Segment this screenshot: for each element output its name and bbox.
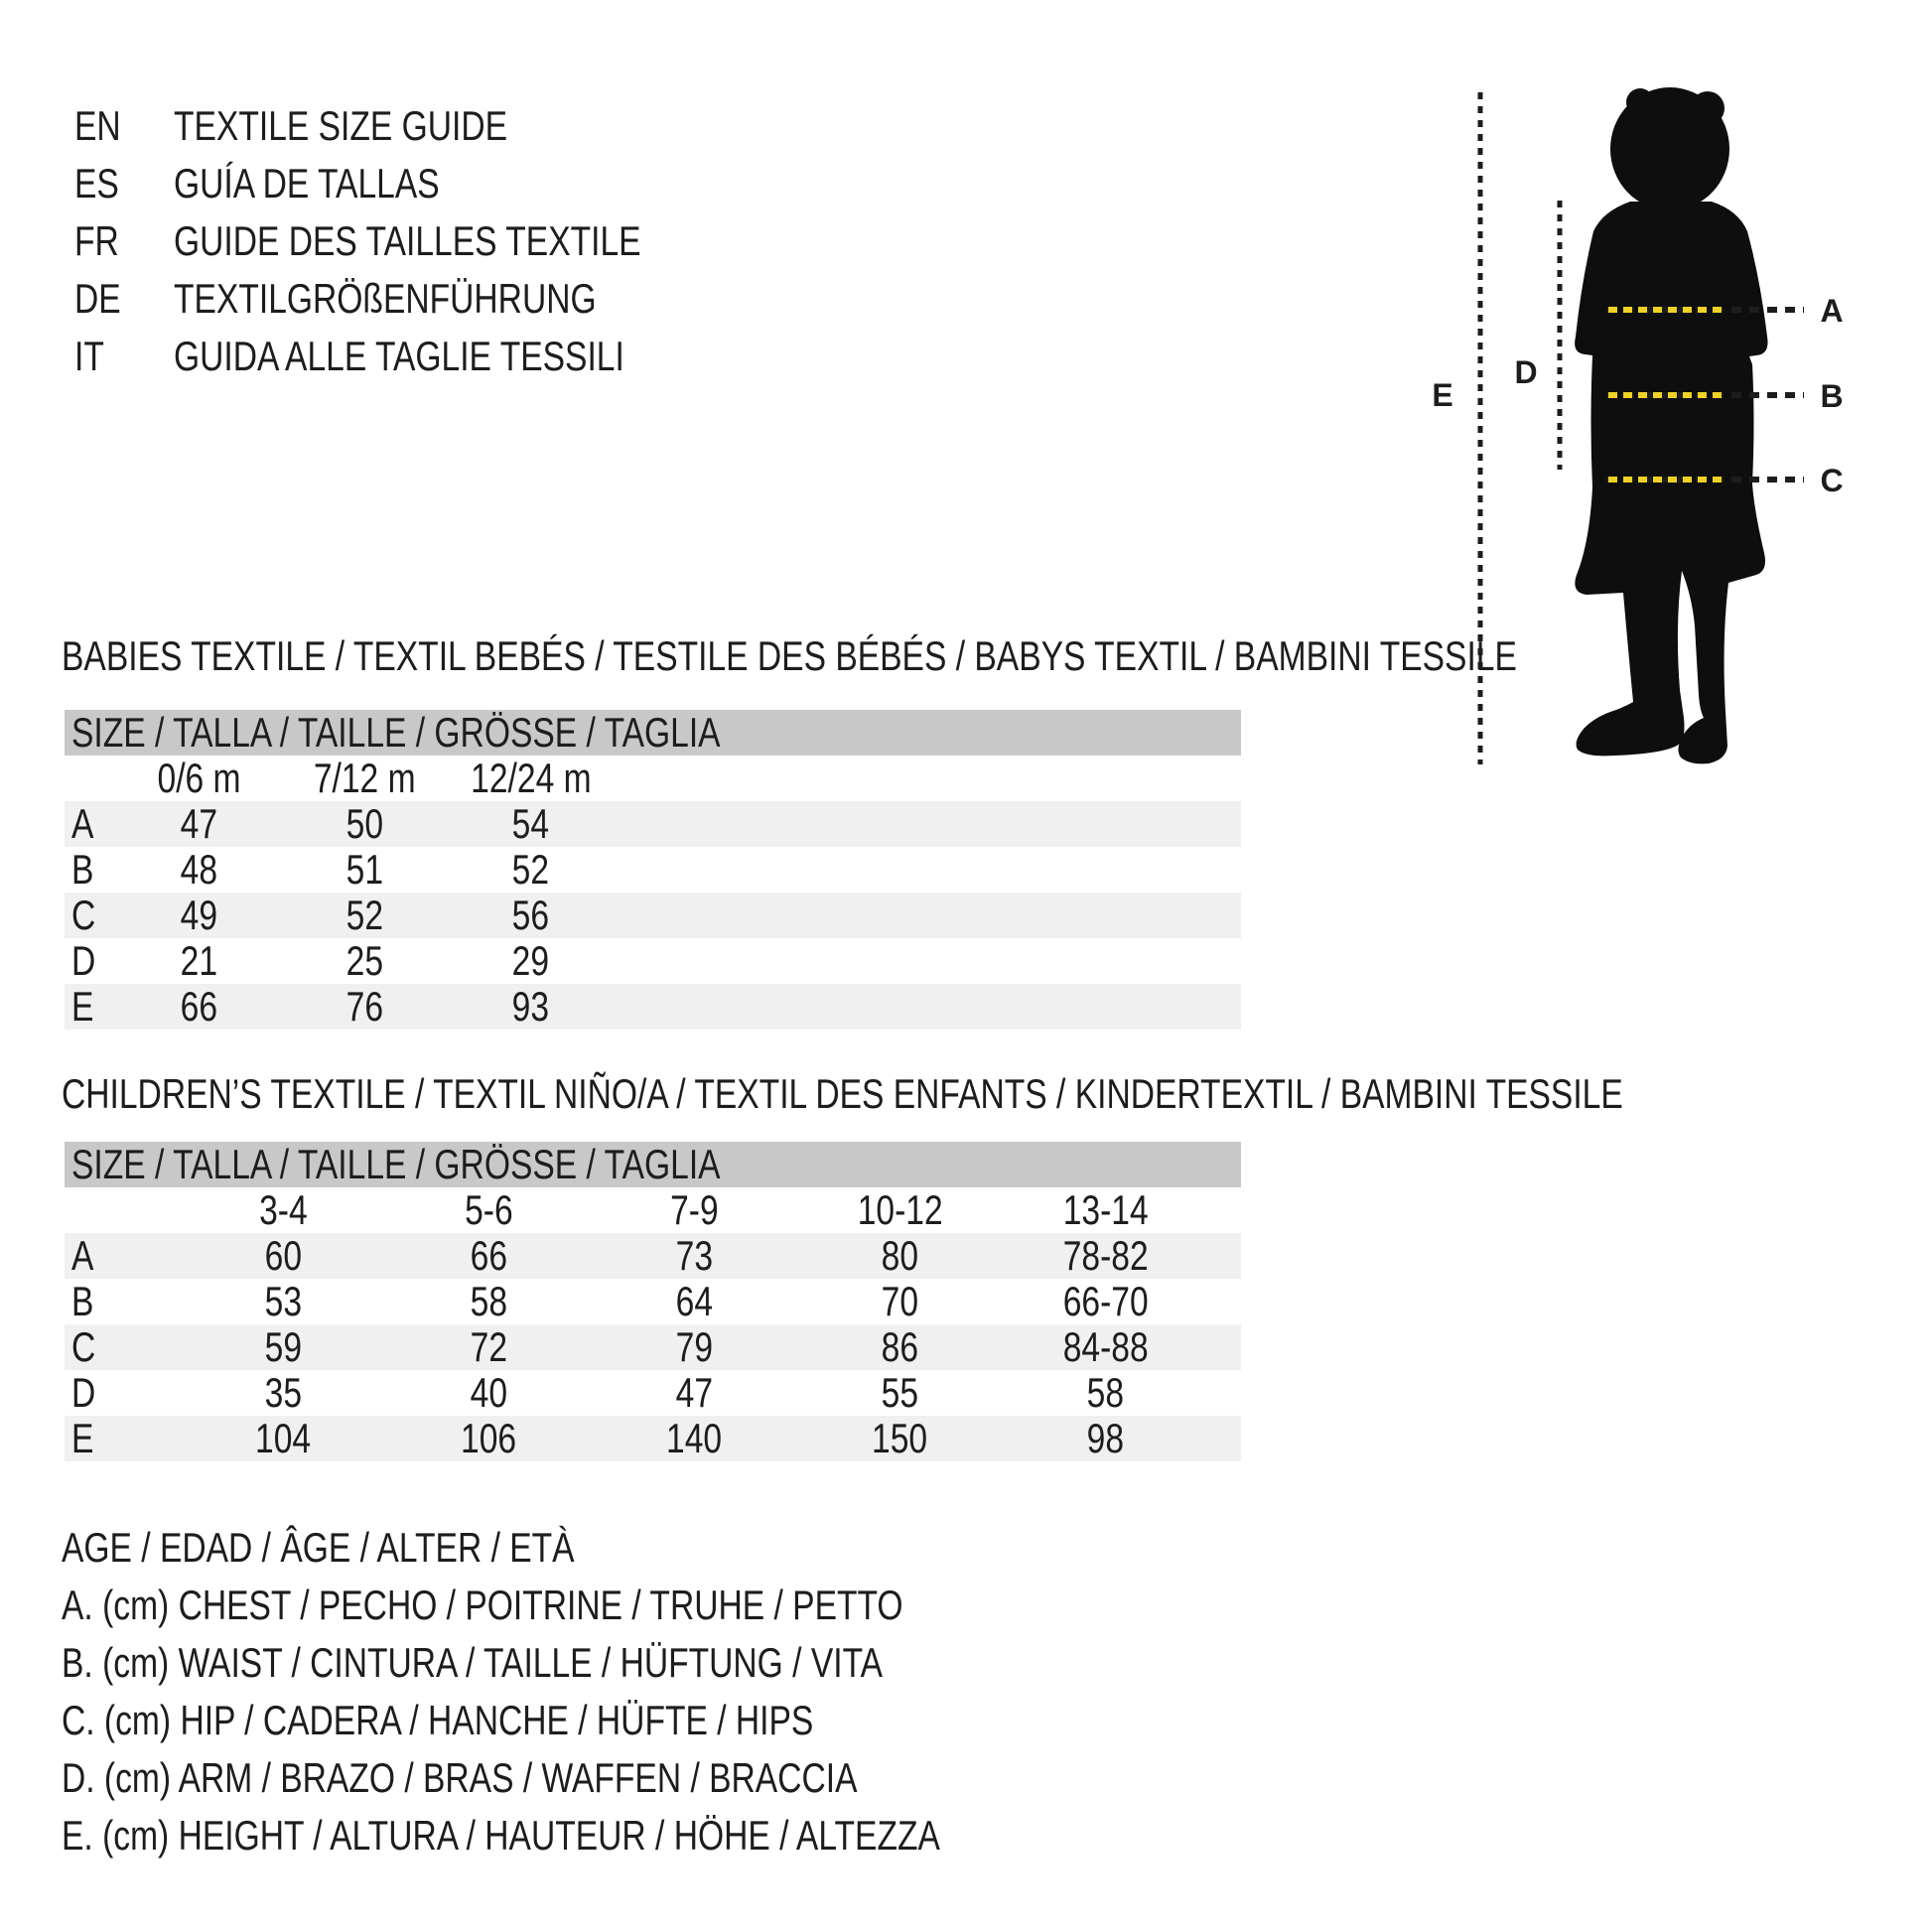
children-size-table xyxy=(65,1142,1241,1461)
language-row xyxy=(74,155,758,212)
legend-line xyxy=(62,1749,1160,1807)
size-cell-text: 48 xyxy=(180,846,218,893)
language-title-text: GUIDE DES TAILLES TEXTILE xyxy=(174,217,641,264)
column-header xyxy=(1003,1187,1208,1233)
size-cell-text: 25 xyxy=(345,937,384,984)
size-cell xyxy=(181,1324,386,1370)
size-cell xyxy=(797,1324,1003,1370)
child-silhouette xyxy=(1575,87,1767,763)
language-title xyxy=(174,97,591,155)
column-header-text: 0/6 m xyxy=(157,755,241,801)
size-header-bar xyxy=(65,710,1241,756)
size-cell-text: 49 xyxy=(180,892,218,938)
column-header-row xyxy=(65,1187,1241,1233)
waist-label-b: B xyxy=(1820,378,1844,414)
column-header xyxy=(116,756,282,801)
language-code xyxy=(74,97,174,155)
size-cell xyxy=(386,1279,592,1324)
size-cell xyxy=(282,938,448,984)
row-label-text: B xyxy=(71,846,94,893)
size-cell-text: 58 xyxy=(1086,1369,1125,1416)
language-row xyxy=(74,212,758,270)
legend-line-text: B. (cm) WAIST / CINTURA / TAILLE / HÜFTUNG / VITA xyxy=(62,1639,884,1686)
size-cell-text: 78-82 xyxy=(1062,1232,1149,1279)
size-cell xyxy=(116,847,282,893)
size-cell xyxy=(181,1279,386,1324)
language-code xyxy=(74,270,174,328)
size-cell-text: 47 xyxy=(180,800,218,847)
legend-line xyxy=(62,1519,1160,1577)
size-cell-text: 64 xyxy=(675,1278,714,1324)
children-section-title-text: CHILDREN’S TEXTILE / TEXTIL NIÑO/A / TEXTIL DES ENFANTS / KINDERTEXTIL / BAMBINI TESSILE xyxy=(62,1070,1623,1117)
language-code-text: ES xyxy=(74,160,119,207)
size-cell xyxy=(116,801,282,847)
legend-line xyxy=(62,1692,1160,1749)
row-label xyxy=(65,893,116,938)
size-cell xyxy=(797,1279,1003,1324)
size-cell-text: 76 xyxy=(345,983,384,1030)
size-cell-text: 79 xyxy=(675,1323,714,1370)
size-cell-text: 86 xyxy=(881,1323,919,1370)
size-header-text: SIZE / TALLA / TAILLE / GRÖSSE / TAGLIA xyxy=(71,709,721,756)
language-row xyxy=(74,97,758,155)
table-row xyxy=(65,801,1241,847)
legend-line xyxy=(62,1807,1160,1864)
size-cell xyxy=(797,1233,1003,1279)
row-label xyxy=(65,1416,181,1461)
size-cell-text: 54 xyxy=(511,800,550,847)
size-cell xyxy=(448,893,614,938)
size-cell-text: 104 xyxy=(255,1415,312,1461)
size-cell xyxy=(116,984,282,1030)
size-cell xyxy=(592,1279,797,1324)
row-label-text: C xyxy=(71,892,96,938)
size-header-text: SIZE / TALLA / TAILLE / GRÖSSE / TAGLIA xyxy=(71,1141,721,1187)
measurement-legend xyxy=(62,1519,1160,1864)
size-cell xyxy=(1003,1279,1208,1324)
language-code-text: EN xyxy=(74,102,121,149)
size-cell-text: 35 xyxy=(264,1369,303,1416)
column-header-text: 13-14 xyxy=(1062,1186,1149,1233)
size-cell xyxy=(386,1324,592,1370)
table-row xyxy=(65,1279,1241,1324)
legend-line-text: AGE / EDAD / ÂGE / ALTER / ETÀ xyxy=(62,1524,575,1571)
size-cell-text: 51 xyxy=(345,846,384,893)
language-code-text: IT xyxy=(74,333,104,379)
size-cell-text: 80 xyxy=(881,1232,919,1279)
size-cell xyxy=(1003,1324,1208,1370)
size-cell xyxy=(181,1370,386,1416)
arm-label-d: D xyxy=(1514,354,1538,390)
height-label-e: E xyxy=(1432,377,1453,413)
child-measurement-diagram xyxy=(1380,55,1932,809)
babies-size-table xyxy=(65,710,1241,1030)
size-cell-text: 59 xyxy=(264,1323,303,1370)
language-row xyxy=(74,270,758,328)
column-header xyxy=(592,1187,797,1233)
hip-label-c: C xyxy=(1820,463,1844,498)
column-header-text: 12/24 m xyxy=(470,755,592,801)
size-cell xyxy=(116,938,282,984)
row-label-text: C xyxy=(71,1323,96,1370)
size-cell-text: 50 xyxy=(345,800,384,847)
size-cell-text: 40 xyxy=(470,1369,508,1416)
table-row xyxy=(65,847,1241,893)
size-cell xyxy=(282,893,448,938)
size-cell-text: 84-88 xyxy=(1062,1323,1149,1370)
size-cell xyxy=(448,801,614,847)
size-header-bar xyxy=(65,1142,1241,1187)
size-cell-text: 66 xyxy=(180,983,218,1030)
size-cell xyxy=(181,1416,386,1461)
row-label-text: B xyxy=(71,1278,94,1324)
size-cell xyxy=(282,801,448,847)
row-label xyxy=(65,1279,181,1324)
size-cell xyxy=(448,984,614,1030)
language-code xyxy=(74,155,174,212)
language-title-text: TEXTILGRÖßENFÜHRUNG xyxy=(174,275,597,322)
table-row xyxy=(65,1324,1241,1370)
column-header xyxy=(282,756,448,801)
legend-line-text: E. (cm) HEIGHT / ALTURA / HAUTEUR / HÖHE / ALTEZZA xyxy=(62,1812,940,1859)
size-cell xyxy=(181,1233,386,1279)
size-cell-text: 140 xyxy=(666,1415,723,1461)
table-row xyxy=(65,1416,1241,1461)
legend-line-text: A. (cm) CHEST / PECHO / POITRINE / TRUHE / PETTO xyxy=(62,1582,903,1628)
language-title xyxy=(174,270,702,328)
legend-line-text: C. (cm) HIP / CADERA / HANCHE / HÜFTE / HIPS xyxy=(62,1697,814,1743)
table-row xyxy=(65,1370,1241,1416)
size-cell xyxy=(1003,1416,1208,1461)
language-title xyxy=(174,212,758,270)
size-cell xyxy=(592,1370,797,1416)
language-code-text: FR xyxy=(74,217,119,264)
size-cell xyxy=(448,847,614,893)
size-cell-text: 70 xyxy=(881,1278,919,1324)
table-row xyxy=(65,938,1241,984)
size-cell-text: 66 xyxy=(470,1232,508,1279)
size-cell-text: 56 xyxy=(511,892,550,938)
chest-label-a: A xyxy=(1820,293,1844,329)
column-header xyxy=(448,756,614,801)
legend-line xyxy=(62,1577,1160,1634)
column-header xyxy=(797,1187,1003,1233)
column-header-row xyxy=(65,756,1241,801)
row-label xyxy=(65,847,116,893)
size-cell-text: 53 xyxy=(264,1278,303,1324)
column-header-text: 10-12 xyxy=(857,1186,943,1233)
size-cell-text: 150 xyxy=(872,1415,928,1461)
language-title xyxy=(174,328,737,385)
size-cell xyxy=(797,1370,1003,1416)
size-cell xyxy=(1003,1233,1208,1279)
row-label-spacer xyxy=(65,1187,181,1233)
size-cell xyxy=(592,1324,797,1370)
size-cell-text: 29 xyxy=(511,937,550,984)
table-row xyxy=(65,1233,1241,1279)
legend-line xyxy=(62,1634,1160,1692)
column-header-text: 7/12 m xyxy=(314,755,416,801)
language-title-text: GUIDA ALLE TAGLIE TESSILI xyxy=(174,333,624,379)
size-cell xyxy=(592,1416,797,1461)
language-title-text: TEXTILE SIZE GUIDE xyxy=(174,102,508,149)
size-cell xyxy=(282,984,448,1030)
size-cell-text: 93 xyxy=(511,983,550,1030)
size-cell-text: 73 xyxy=(675,1232,714,1279)
size-cell xyxy=(282,847,448,893)
row-label xyxy=(65,1324,181,1370)
row-label-text: D xyxy=(71,1369,96,1416)
size-cell xyxy=(116,893,282,938)
size-cell-text: 52 xyxy=(511,846,550,893)
size-cell-text: 55 xyxy=(881,1369,919,1416)
column-header-text: 5-6 xyxy=(465,1186,513,1233)
language-code xyxy=(74,328,174,385)
column-header-text: 3-4 xyxy=(259,1186,308,1233)
row-label xyxy=(65,1370,181,1416)
size-cell-text: 98 xyxy=(1086,1415,1125,1461)
size-cell-text: 106 xyxy=(461,1415,517,1461)
size-cell-text: 47 xyxy=(675,1369,714,1416)
size-cell-text: 52 xyxy=(345,892,384,938)
row-label xyxy=(65,984,116,1030)
row-label xyxy=(65,938,116,984)
row-label-text: A xyxy=(71,800,94,847)
size-cell xyxy=(386,1370,592,1416)
size-cell-text: 72 xyxy=(470,1323,508,1370)
row-label xyxy=(65,1233,181,1279)
size-cell-text: 66-70 xyxy=(1062,1278,1149,1324)
children-section-title xyxy=(62,1065,1932,1123)
row-label-text: D xyxy=(71,937,96,984)
language-title xyxy=(174,155,506,212)
size-cell-text: 21 xyxy=(180,937,218,984)
column-header-text: 7-9 xyxy=(670,1186,719,1233)
language-title-list xyxy=(74,97,758,385)
babies-section-title-text: BABIES TEXTILE / TEXTIL BEBÉS / TESTILE DES BÉBÉS / BABYS TEXTIL / BAMBINI TESSILE xyxy=(62,632,1517,679)
size-cell xyxy=(386,1416,592,1461)
size-cell xyxy=(592,1233,797,1279)
row-label-text: A xyxy=(71,1232,94,1279)
column-header xyxy=(386,1187,592,1233)
language-code xyxy=(74,212,174,270)
row-label-spacer xyxy=(65,756,116,801)
size-cell xyxy=(1003,1370,1208,1416)
row-label-text: E xyxy=(71,1415,94,1461)
language-code-text: DE xyxy=(74,275,121,322)
size-cell xyxy=(386,1233,592,1279)
row-label-text: E xyxy=(71,983,94,1030)
language-title-text: GUÍA DE TALLAS xyxy=(174,160,440,207)
table-row xyxy=(65,893,1241,938)
legend-line-text: D. (cm) ARM / BRAZO / BRAS / WAFFEN / BRACCIA xyxy=(62,1754,858,1801)
table-row xyxy=(65,984,1241,1030)
size-cell-text: 58 xyxy=(470,1278,508,1324)
size-cell xyxy=(448,938,614,984)
row-label xyxy=(65,801,116,847)
size-cell xyxy=(797,1416,1003,1461)
size-cell-text: 60 xyxy=(264,1232,303,1279)
language-row xyxy=(74,328,758,385)
column-header xyxy=(181,1187,386,1233)
